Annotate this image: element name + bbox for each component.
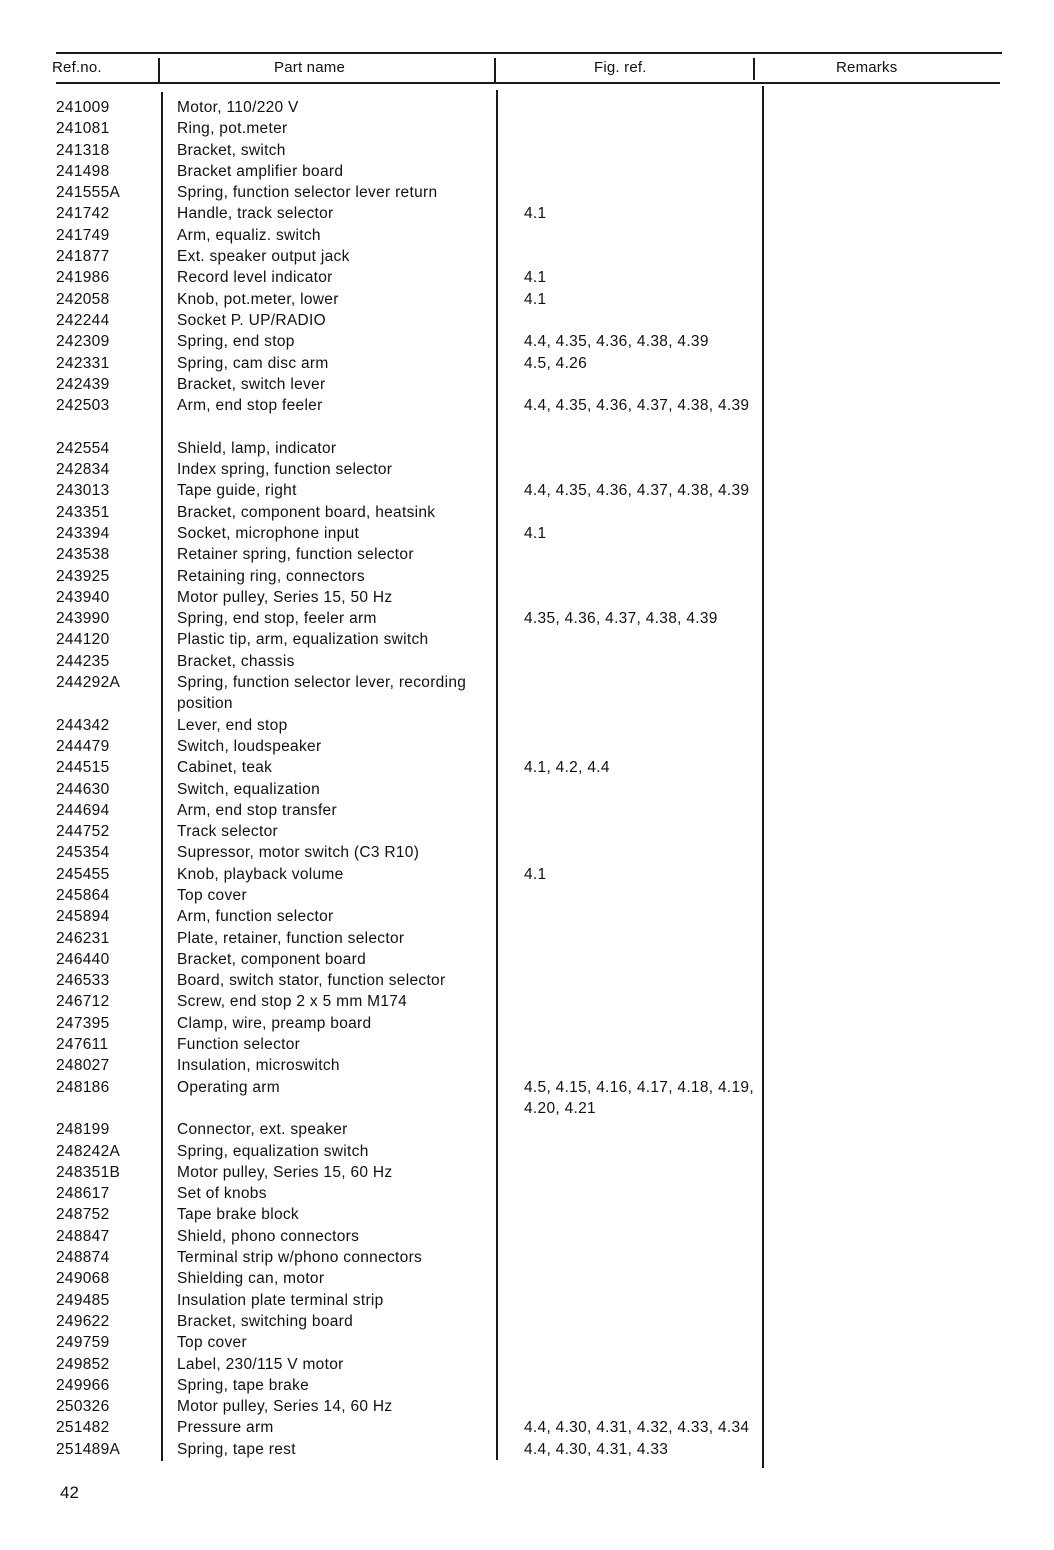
ref-no-cell: 244342 [56,716,110,734]
page-number: 42 [60,1483,79,1502]
part-name-cell: Switch, equalization [177,780,320,798]
table-row [0,395,1054,438]
part-name-cell: Bracket, component board [177,950,366,968]
part-name-cell: Knob, playback volume [177,865,344,883]
table-row [0,1311,1054,1332]
part-name-cell: Screw, end stop 2 x 5 mm M174 [177,993,408,1011]
table-row [0,1375,1054,1396]
table-row [0,459,1054,480]
ref-no-cell: 242058 [56,290,110,308]
ref-no-cell: 244120 [56,631,110,649]
fig-ref-cell: 4.4, 4.30, 4.31, 4.32, 4.33, 4.34 [524,1419,750,1437]
ref-no-cell: 242834 [56,461,110,479]
ref-no-cell: 246712 [56,993,110,1011]
part-name-cell: Shield, phono connectors [177,1227,360,1245]
part-name-cell: Spring, function selector lever, recording position [177,674,467,713]
part-name-cell: Bracket, switch [177,141,286,159]
ref-no-cell: 244694 [56,801,110,819]
part-name-cell: Spring, end stop, feeler arm [177,610,377,628]
ref-no-cell: 249068 [56,1270,110,1288]
part-name-cell: Motor, 110/220 V [177,99,299,116]
table-row [0,715,1054,736]
part-name-cell: Arm, end stop feeler [177,397,323,415]
table-row [0,1417,1054,1438]
ref-no-cell: 249759 [56,1334,110,1352]
ref-no-cell: 244292A [56,674,121,692]
table-row [0,629,1054,650]
table-row [0,1290,1054,1311]
table-row [0,480,1054,501]
part-name-cell: Socket, microphone input [177,524,360,542]
ref-no-cell: 241742 [56,205,110,223]
ref-no-cell: 248874 [56,1249,110,1267]
ref-no-cell: 248752 [56,1206,110,1224]
ref-no-cell: 248186 [56,1078,110,1096]
part-name-cell: Operating arm [177,1078,280,1096]
ref-no-cell: 248027 [56,1057,110,1075]
ref-no-cell: 241081 [56,120,110,138]
fig-ref-cell: 4.1, 4.2, 4.4 [524,759,610,777]
ref-no-cell: 241555A [56,184,121,202]
part-name-cell: Arm, function selector [177,908,334,926]
part-name-cell: Ring, pot.meter [177,120,288,138]
part-name-cell: Bracket, component board, heatsink [177,503,436,521]
table-row [0,1141,1054,1162]
part-name-cell: Socket P. UP/RADIO [177,311,326,329]
table-row [0,203,1054,224]
table-row [0,736,1054,757]
ref-no-cell: 241986 [56,269,110,287]
ref-no-cell: 248351B [56,1163,121,1181]
ref-no-cell: 249622 [56,1312,110,1330]
ref-no-cell: 246533 [56,972,110,990]
ref-no-cell: 250326 [56,1398,110,1416]
fig-ref-cell: 4.1 [524,290,547,308]
ref-no-cell: 243538 [56,546,110,564]
parts-table-body [0,97,1054,1460]
part-name-cell: Arm, equaliz. switch [177,226,321,244]
ref-no-cell: 249966 [56,1376,110,1394]
part-name-cell: Cabinet, teak [177,759,273,777]
table-row [0,1162,1054,1183]
part-name-cell: Label, 230/115 V motor [177,1355,344,1373]
table-row [0,1439,1054,1460]
part-name-cell: Retainer spring, function selector [177,546,414,564]
part-name-cell: Bracket amplifier board [177,162,344,180]
table-row [0,928,1054,949]
ref-no-cell: 244630 [56,780,110,798]
table-row [0,1183,1054,1204]
part-name-cell: Pressure arm [177,1419,274,1437]
ref-no-cell: 245894 [56,908,110,926]
part-name-cell: Set of knobs [177,1185,267,1203]
table-row [0,672,1054,715]
header-fig-ref: Fig. ref. [594,59,647,76]
ref-no-cell: 244479 [56,737,110,755]
table-row [0,523,1054,544]
table-row [0,821,1054,842]
fig-ref-cell: 4.5, 4.15, 4.16, 4.17, 4.18, 4.19, 4.20, 4.21 [524,1078,754,1117]
part-name-cell: Plastic tip, arm, equalization switch [177,631,429,649]
table-row [0,970,1054,991]
part-name-cell: Motor pulley, Series 15, 50 Hz [177,588,393,606]
table-row [0,1034,1054,1055]
ref-no-cell: 241749 [56,226,110,244]
part-name-cell: Bracket, switching board [177,1312,354,1330]
table-row [0,1204,1054,1225]
part-name-cell: Index spring, function selector [177,461,393,479]
ref-no-cell: 242439 [56,375,110,393]
table-row [0,1055,1054,1076]
part-name-cell: Lever, end stop [177,716,288,734]
part-name-cell: Spring, function selector lever return [177,184,438,202]
part-name-cell: Function selector [177,1036,301,1054]
part-name-cell: Shield, lamp, indicator [177,439,337,457]
part-name-cell: Top cover [177,1334,247,1352]
part-name-cell: Terminal strip w/phono connectors [177,1249,423,1267]
ref-no-cell: 251489A [56,1440,121,1458]
table-row [0,353,1054,374]
part-name-cell: Tape guide, right [177,482,297,500]
part-name-cell: Spring, tape rest [177,1440,296,1458]
ref-no-cell: 241498 [56,162,110,180]
part-name-cell: Track selector [177,823,278,841]
fig-ref-cell: 4.35, 4.36, 4.37, 4.38, 4.39 [524,610,718,628]
part-name-cell: Motor pulley, Series 14, 60 Hz [177,1398,393,1416]
table-row [0,374,1054,395]
part-name-cell: Spring, tape brake [177,1376,310,1394]
part-name-cell: Bracket, chassis [177,652,295,670]
table-row [0,1396,1054,1417]
table-row [0,1226,1054,1247]
table-row [0,118,1054,139]
table-row [0,885,1054,906]
header-part-name: Part name [274,59,345,76]
fig-ref-cell: 4.4, 4.30, 4.31, 4.33 [524,1440,669,1458]
ref-no-cell: 243925 [56,567,110,585]
table-row [0,906,1054,927]
part-name-cell: Switch, loudspeaker [177,737,322,755]
part-name-cell: Knob, pot.meter, lower [177,290,339,308]
ref-no-cell: 241009 [56,99,110,116]
ref-no-cell: 248199 [56,1121,110,1139]
table-row [0,97,1054,118]
ref-no-cell: 251482 [56,1419,110,1437]
ref-no-cell: 242503 [56,397,110,415]
table-row [0,544,1054,565]
part-name-cell: Spring, cam disc arm [177,354,329,372]
ref-no-cell: 243351 [56,503,110,521]
ref-no-cell: 242309 [56,333,110,351]
ref-no-cell: 241877 [56,248,110,266]
fig-ref-cell: 4.5, 4.26 [524,354,588,372]
table-row [0,502,1054,523]
table-row [0,161,1054,182]
ref-no-cell: 246440 [56,950,110,968]
ref-no-cell: 247395 [56,1014,110,1032]
table-row [0,842,1054,863]
part-name-cell: Motor pulley, Series 15, 60 Hz [177,1163,393,1181]
ref-no-cell: 244235 [56,652,110,670]
header-remarks: Remarks [836,59,898,76]
table-row [0,246,1054,267]
ref-no-cell: 248242A [56,1142,121,1160]
table-row [0,991,1054,1012]
fig-ref-cell: 4.4, 4.35, 4.36, 4.37, 4.38, 4.39 [524,482,750,500]
part-name-cell: Retaining ring, connectors [177,567,365,585]
fig-ref-cell: 4.4, 4.35, 4.36, 4.37, 4.38, 4.39 [524,397,750,415]
table-row [0,566,1054,587]
part-name-cell: Clamp, wire, preamp board [177,1014,372,1032]
ref-no-cell: 249485 [56,1291,110,1309]
table-row [0,608,1054,629]
ref-no-cell: 244752 [56,823,110,841]
part-name-cell: Supressor, motor switch (C3 R10) [177,844,420,862]
ref-no-cell: 243394 [56,524,110,542]
table-row [0,1268,1054,1289]
table-row [0,949,1054,970]
header-bottom-rule [56,82,1000,84]
fig-ref-cell: 4.1 [524,269,547,287]
table-row [0,757,1054,778]
ref-no-cell: 248847 [56,1227,110,1245]
ref-no-cell: 245864 [56,886,110,904]
ref-no-cell: 245455 [56,865,110,883]
table-row [0,182,1054,203]
ref-no-cell: 248617 [56,1185,110,1203]
part-name-cell: Arm, end stop transfer [177,801,337,819]
table-row [0,1119,1054,1140]
ref-no-cell: 249852 [56,1355,110,1373]
part-name-cell: Board, switch stator, function selector [177,972,446,990]
table-row [0,1077,1054,1120]
table-row [0,779,1054,800]
part-name-cell: Bracket, switch lever [177,375,326,393]
ref-no-cell: 241318 [56,141,110,159]
column-divider-fig [753,58,755,80]
ref-no-cell: 243940 [56,588,110,606]
ref-no-cell: 247611 [56,1036,109,1054]
part-name-cell: Top cover [177,886,247,904]
part-name-cell: Record level indicator [177,269,333,287]
part-name-cell: Insulation plate terminal strip [177,1291,384,1309]
table-row [0,140,1054,161]
column-divider-name [494,58,496,82]
part-name-cell: Connector, ext. speaker [177,1121,348,1139]
table-row [0,651,1054,672]
table-row [0,587,1054,608]
part-name-cell: Tape brake block [177,1206,299,1224]
ref-no-cell: 243013 [56,482,110,500]
table-row [0,289,1054,310]
table-row [0,1354,1054,1375]
table-row [0,331,1054,352]
table-row [0,267,1054,288]
ref-no-cell: 242554 [56,439,110,457]
part-name-cell: Shielding can, motor [177,1270,325,1288]
ref-no-cell: 243990 [56,610,110,628]
ref-no-cell: 246231 [56,929,110,947]
part-name-cell: Plate, retainer, function selector [177,929,405,947]
table-row [0,864,1054,885]
ref-no-cell: 244515 [56,759,110,777]
ref-no-cell: 242244 [56,311,110,329]
fig-ref-cell: 4.4, 4.35, 4.36, 4.38, 4.39 [524,333,709,351]
part-name-cell: Spring, equalization switch [177,1142,369,1160]
table-row [0,310,1054,331]
table-row [0,1013,1054,1034]
fig-ref-cell: 4.1 [524,865,547,883]
fig-ref-cell: 4.1 [524,205,547,223]
part-name-cell: Insulation, microswitch [177,1057,340,1075]
fig-ref-cell: 4.1 [524,524,547,542]
part-name-cell: Spring, end stop [177,333,295,351]
header-ref-no: Ref.no. [52,59,102,76]
table-row [0,1332,1054,1353]
part-name-cell: Ext. speaker output jack [177,248,350,266]
table-row [0,1247,1054,1268]
table-row [0,800,1054,821]
header-top-rule [56,52,1002,54]
ref-no-cell: 245354 [56,844,110,862]
column-divider-ref [158,58,160,82]
ref-no-cell: 242331 [56,354,110,372]
part-name-cell: Handle, track selector [177,205,334,223]
table-row [0,225,1054,246]
table-row [0,438,1054,459]
